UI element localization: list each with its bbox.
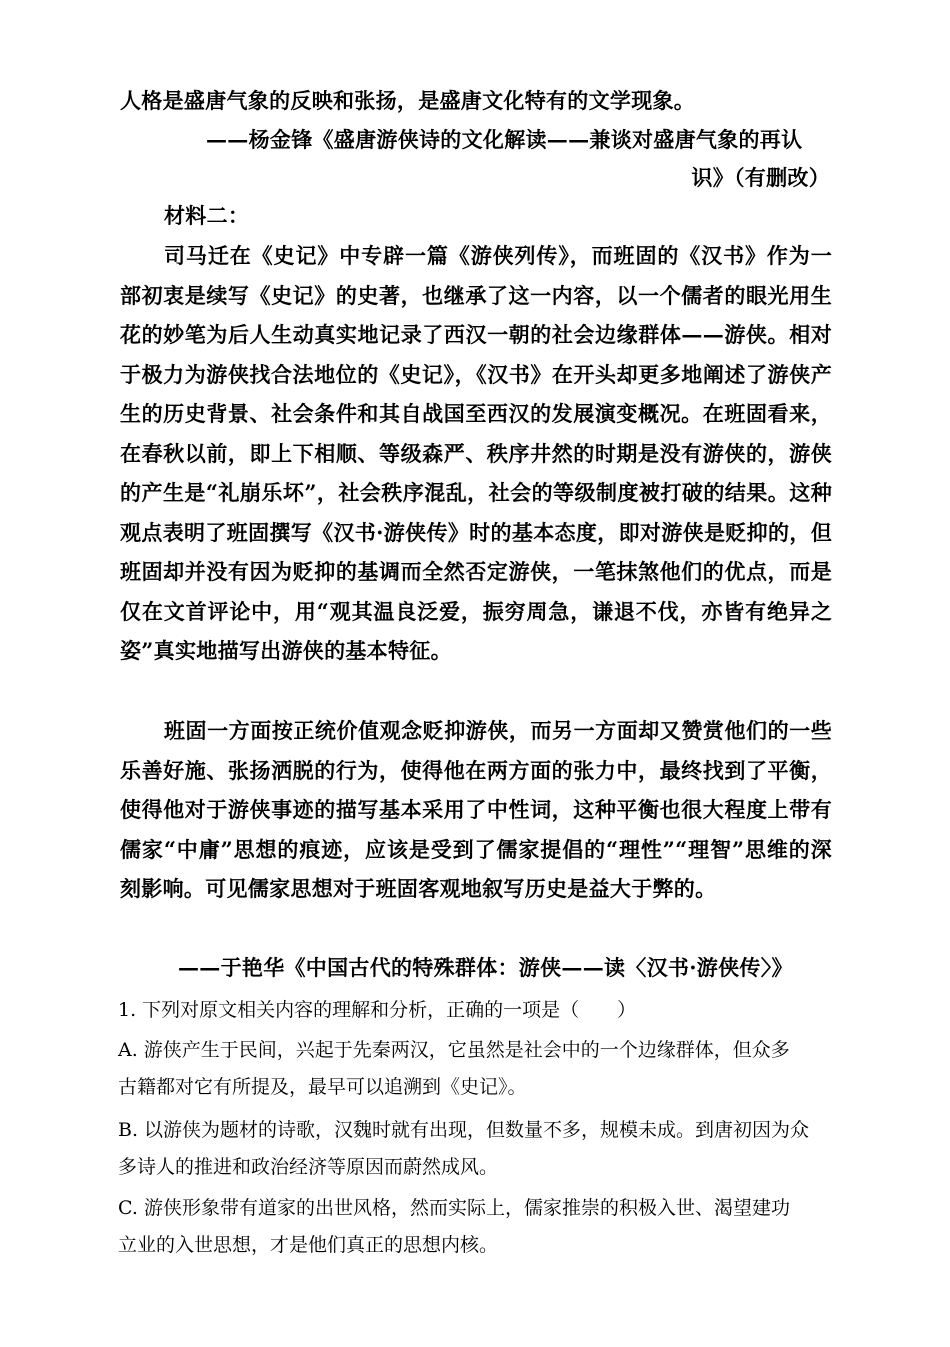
material2-heading: 材料二： xyxy=(164,203,250,228)
material2-paragraph-2: 班固一方面按正统价值观念贬抑游侠，而另一方面却又赞赏他们的一些乐善好施、张扬洒脱的行为，使得他在两方面的张力中，最终找到了平衡，使得他对于游侠事迹的描写基本采用了中性词，这种平衡也很大程度上带有儒家“中庸”思想的痕迹，应该是受到了儒家提倡的“理性”“理智”思维的深刻影响。可见儒家思想对于班固客观地叙写历史是益大于弊的。 xyxy=(120,718,832,901)
question-stem: 1. 下列对原文相关内容的理解和分析，正确的一项是（ ） xyxy=(118,999,637,1021)
citation2: ——于艳华《中国古代的特殊群体：游侠——读〈汉书·游侠传〉》 xyxy=(178,955,793,980)
option-c: C. 游侠形象带有道家的出世风格，然而实际上，儒家推崇的积极入世、渴望建功立业的入世思想，才是他们真正的思想内核。 xyxy=(118,1197,790,1256)
material1-closing-line: 人格是盛唐气象的反映和张扬，是盛唐文化特有的文学现象。 xyxy=(120,88,696,113)
option-b: B. 以游侠为题材的诗歌，汉魏时就有出现，但数量不多，规模未成。到唐初因为众多诗人的推进和政治经济等原因而蔚然成风。 xyxy=(118,1119,810,1178)
option-a: A. 游侠产生于民间，兴起于先秦两汉，它虽然是社会中的一个边缘群体，但众多古籍都对它有所提及，最早可以追溯到《史记》。 xyxy=(118,1039,790,1098)
material2-paragraph-1: 司马迁在《史记》中专辟一篇《游侠列传》，而班固的《汉书》作为一部初衷是续写《史记》的史著，也继承了这一内容，以一个儒者的眼光用生花的妙笔为后人生动真实地记录了西汉一朝的社会边缘群体——游侠。相对于极力为游侠找合法地位的《史记》，《汉书》在开头却更多地阐述了游侠产生的历史背景、社会条件和其自战国至西汉的发展演变概况。在班固看来，在春秋以前，即上下相顺、等级森严、秩序井然的时期是没有游侠的，游侠的产生是“礼崩乐坏”，社会秩序混乱，社会的等级制度被打破的结果。这种观点表明了班固撰写《汉书·游侠传》时的基本态度，即对游侠是贬抑的，但班固却并没有因为贬抑的基调而全然否定游侠，一笔抹煞他们的优点，而是仅在文首评论中，用“观其温良泛爱，振穷周急，谦退不伐，亦皆有绝异之姿”真实地描写出游侠的基本特征。 xyxy=(120,243,832,663)
citation1-line2: 识》（有删改） xyxy=(691,165,830,190)
citation1-line1: ——杨金锋《盛唐游侠诗的文化解读——兼谈对盛唐气象的再认 xyxy=(206,127,803,152)
